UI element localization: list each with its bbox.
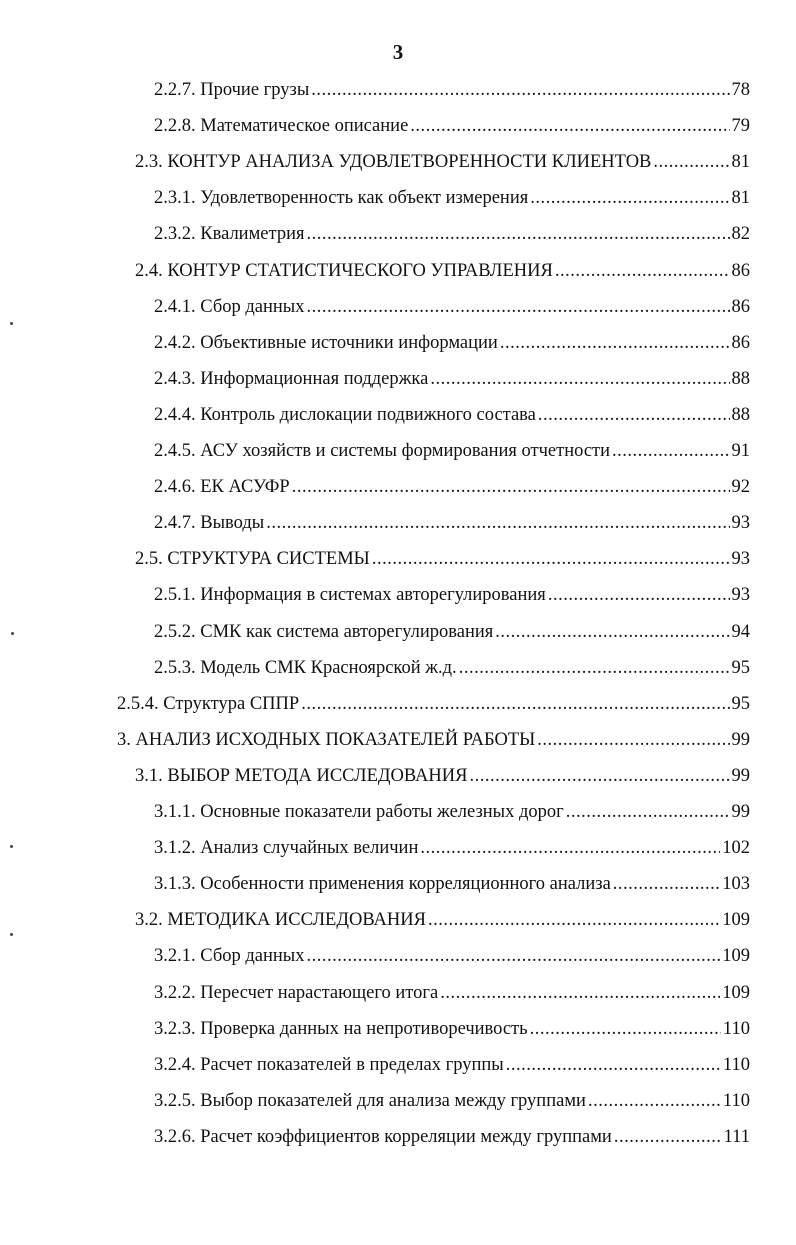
toc-entry-title: 2.5. СТРУКТУРА СИСТЕМЫ [135,549,370,570]
toc-entry-page: 88 [731,368,750,389]
toc-entry-page: 109 [722,946,750,967]
toc-entry [135,144,750,180]
toc-entry [154,433,750,469]
toc-dot-leader [555,253,730,289]
toc-dot-leader [311,72,729,108]
toc-entry-title: 3.1.1. Основные показатели работы железных дорог [154,802,564,822]
toc-entry-page: 81 [731,152,750,173]
toc-entry-title: 2.4.4. Контроль дислокации подвижного состава [154,404,536,425]
toc-entry [117,686,750,722]
toc-dot-leader [266,505,729,541]
toc-entry [154,975,750,1011]
toc-entry [135,758,750,794]
toc-dot-leader [410,108,729,144]
scan-speck [10,845,13,848]
toc-entry-title: 2.4.7. Выводы [154,513,265,534]
toc-entry-title: 2.4.2. Объективные источники информации [154,332,498,353]
toc-entry-page: 86 [731,296,750,317]
toc-dot-leader [440,975,720,1011]
toc-entry-title: 2.4. КОНТУР СТАТИСТИЧЕСКОГО УПРАВЛЕНИЯ [135,260,553,281]
toc-entry-title: 3.2.3. Проверка данных на непротиворечивость [154,1018,528,1039]
toc-dot-leader [653,144,729,180]
toc-entry [154,866,750,902]
toc-entry-page: 95 [731,693,750,714]
toc-entry-title: 3. АНАЛИЗ ИСХОДНЫХ ПОКАЗАТЕЛЕЙ РАБОТЫ [117,729,536,750]
toc-entry [154,289,750,325]
toc-entry-page: 110 [722,1090,750,1111]
toc-entry [154,72,750,108]
toc-entry-page: 78 [731,80,750,100]
toc-entry-page: 109 [722,982,750,1003]
toc-dot-leader [613,866,720,902]
toc-entry-title: 3.2.4. Расчет показателей в пределах группы [154,1054,504,1075]
toc-dot-leader [548,577,730,613]
toc-entry [154,216,750,252]
toc-dot-leader [428,902,720,938]
toc-dot-leader [538,397,730,433]
toc-dot-leader [301,686,729,722]
toc-entry-page: 111 [723,1126,750,1147]
toc-entry-title: 3.1.2. Анализ случайных величин [154,838,419,859]
toc-dot-leader [506,1047,721,1083]
toc-entry-title: 2.4.1. Сбор данных [154,296,305,317]
toc-dot-leader [306,289,729,325]
toc-entry-title: 2.2.8. Математическое описание [154,116,409,137]
toc-dot-leader [530,180,729,216]
toc-entry-title: 3.2.6. Расчет коэффициентов корреляции между группами [154,1126,612,1147]
toc-entry-page: 86 [731,332,750,353]
toc-entry-title: 3.2.2. Пересчет нарастающего итога [154,982,439,1003]
toc-entry-title: 3.2.5. Выбор показателей для анализа между группами [154,1090,586,1111]
toc-entry [154,361,750,397]
toc-entry-page: 99 [731,729,750,750]
toc-entry-page: 95 [731,657,750,678]
toc-entry-title: 2.5.2. СМК как система авторегулирования [154,621,494,642]
toc-entry-page: 92 [731,477,750,498]
scan-speck [10,933,13,936]
scan-speck [11,632,14,635]
toc-entry [154,1083,750,1119]
toc-entry [154,397,750,433]
toc-dot-leader [537,722,729,758]
toc-entry-title: 3.1. ВЫБОР МЕТОДА ИССЛЕДОВАНИЯ [135,765,468,786]
toc-entry-page: 102 [722,838,750,859]
toc-entry [154,1047,750,1083]
toc-dot-leader [612,433,729,469]
toc-dot-leader [430,361,729,397]
toc-entry [154,577,750,613]
toc-entry-page: 110 [722,1054,750,1075]
toc-entry-page: 110 [722,1018,750,1039]
toc-entry [135,253,750,289]
toc-entry-page: 88 [731,404,750,425]
toc-entry-page: 99 [731,765,750,786]
toc-entry [154,325,750,361]
toc-entry-title: 2.5.1. Информация в системах авторегулирования [154,585,546,606]
toc-dot-leader [530,1011,721,1047]
toc-dot-leader [588,1083,721,1119]
toc-entry-page: 93 [731,585,750,606]
toc-entry-page: 91 [731,441,750,461]
page-number: 3 [392,40,404,64]
toc-entry-page: 99 [731,802,750,822]
toc-entry [154,830,750,866]
toc-entry [117,722,750,758]
toc-entry [154,650,750,686]
toc-dot-leader [495,614,729,650]
toc-entry-title: 3.2. МЕТОДИКА ИССЛЕДОВАНИЯ [135,910,426,931]
toc-entry-page: 86 [731,260,750,281]
toc-entry-page: 93 [731,513,750,534]
toc-dot-leader [306,216,729,252]
toc-entry-title: 2.2.7. Прочие грузы [154,80,310,100]
toc-dot-leader [292,469,730,505]
toc-entry-page: 94 [731,621,750,642]
toc-dot-leader [420,830,720,866]
toc-entry [154,469,750,505]
toc-dot-leader [500,325,730,361]
toc-entry-title: 2.3. КОНТУР АНАЛИЗА УДОВЛЕТВОРЕННОСТИ КЛИЕНТОВ [135,152,652,173]
toc-dot-leader [614,1119,722,1155]
toc-entry-title: 2.4.6. ЕК АСУФР [154,477,290,498]
toc-entry [154,505,750,541]
toc-entry [154,1011,750,1047]
toc-dot-leader [566,794,730,830]
toc-entry [135,902,750,938]
toc-entry [154,614,750,650]
toc-entry-title: 3.2.1. Сбор данных [154,946,305,967]
toc-entry-page: 109 [722,910,750,931]
toc-entry [154,180,750,216]
toc-entry [154,108,750,144]
toc-entry-title: 2.3.1. Удовлетворенность как объект измерения [154,188,529,209]
toc-entry-title: 2.5.3. Модель СМК Красноярской ж.д. [154,657,457,678]
scan-speck [10,322,13,325]
toc-entry [135,541,750,577]
toc-entry-page: 79 [731,116,750,137]
toc-dot-leader [372,541,730,577]
toc-entry-page: 103 [722,874,750,895]
toc-entry [154,1119,750,1155]
toc-entry-title: 2.5.4. Структура СППР [117,693,300,714]
toc-dot-leader [306,938,720,974]
toc-entry-title: 2.4.5. АСУ хозяйств и системы формирования отчетности [154,441,611,461]
toc-entry-page: 93 [731,549,750,570]
toc-entry-page: 82 [731,224,750,245]
toc-entry-title: 2.3.2. Квалиметрия [154,224,305,245]
toc-entry [154,938,750,974]
toc-dot-leader [469,758,729,794]
toc-entry-title: 3.1.3. Особенности применения корреляционного анализа [154,874,611,895]
toc-entry-title: 2.4.3. Информационная поддержка [154,368,429,389]
toc-dot-leader [459,650,730,686]
toc-entry [154,794,750,830]
toc-entry-page: 81 [731,188,750,209]
